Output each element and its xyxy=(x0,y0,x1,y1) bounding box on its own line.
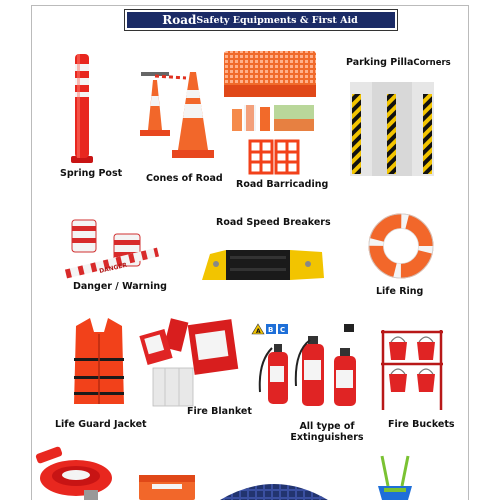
extinguishers-label-line2: Extinguishers xyxy=(290,432,364,443)
extinguishers-label-line1: All type of xyxy=(299,421,355,432)
fire-blanket-label: Fire Blanket xyxy=(187,406,252,417)
class-c-text: C xyxy=(280,326,286,334)
safety-harness-image xyxy=(374,456,416,500)
first-aid-kit-image xyxy=(138,474,196,500)
page-title xyxy=(124,9,398,31)
speed-breakers-label: Road Speed Breakers xyxy=(216,217,331,228)
fire-hose-image xyxy=(34,440,116,500)
cones-image xyxy=(138,66,218,161)
parking-pillar-image xyxy=(350,82,434,176)
extinguishers-label xyxy=(282,421,372,443)
class-a-text: A xyxy=(256,328,261,335)
title-bar xyxy=(127,12,395,28)
parking-pillar-text: Parking Pilla xyxy=(346,57,414,68)
spring-post-label: Spring Post xyxy=(60,168,123,179)
title-part-2: Safety Equipments & First Aid xyxy=(196,14,358,26)
danger-label: Danger / Warning xyxy=(73,281,167,292)
title-part-1: Road xyxy=(162,13,197,27)
fire-buckets-image xyxy=(379,328,445,412)
fire-blanket-image xyxy=(141,316,241,408)
fire-buckets-label: Fire Buckets xyxy=(388,419,455,430)
danger-tape-image xyxy=(64,214,160,280)
life-jacket-label: Life Guard Jacket xyxy=(55,419,147,430)
corners-text: Corners xyxy=(413,58,451,68)
barricading-image xyxy=(224,49,320,175)
cargo-net-image xyxy=(216,474,332,500)
barricading-label: Road Barricading xyxy=(236,179,329,190)
life-ring-label: Life Ring xyxy=(376,286,424,297)
class-b-text: B xyxy=(268,326,274,334)
life-jacket-image xyxy=(70,316,128,410)
extinguishers-image xyxy=(250,322,362,414)
speed-breaker-image xyxy=(200,248,326,282)
life-ring-image xyxy=(367,212,435,280)
danger-tape-text: DANGER xyxy=(98,261,128,275)
cones-label: Cones of Road xyxy=(146,173,223,184)
parking-pillar-label xyxy=(346,57,451,68)
spring-post-image xyxy=(68,52,96,164)
